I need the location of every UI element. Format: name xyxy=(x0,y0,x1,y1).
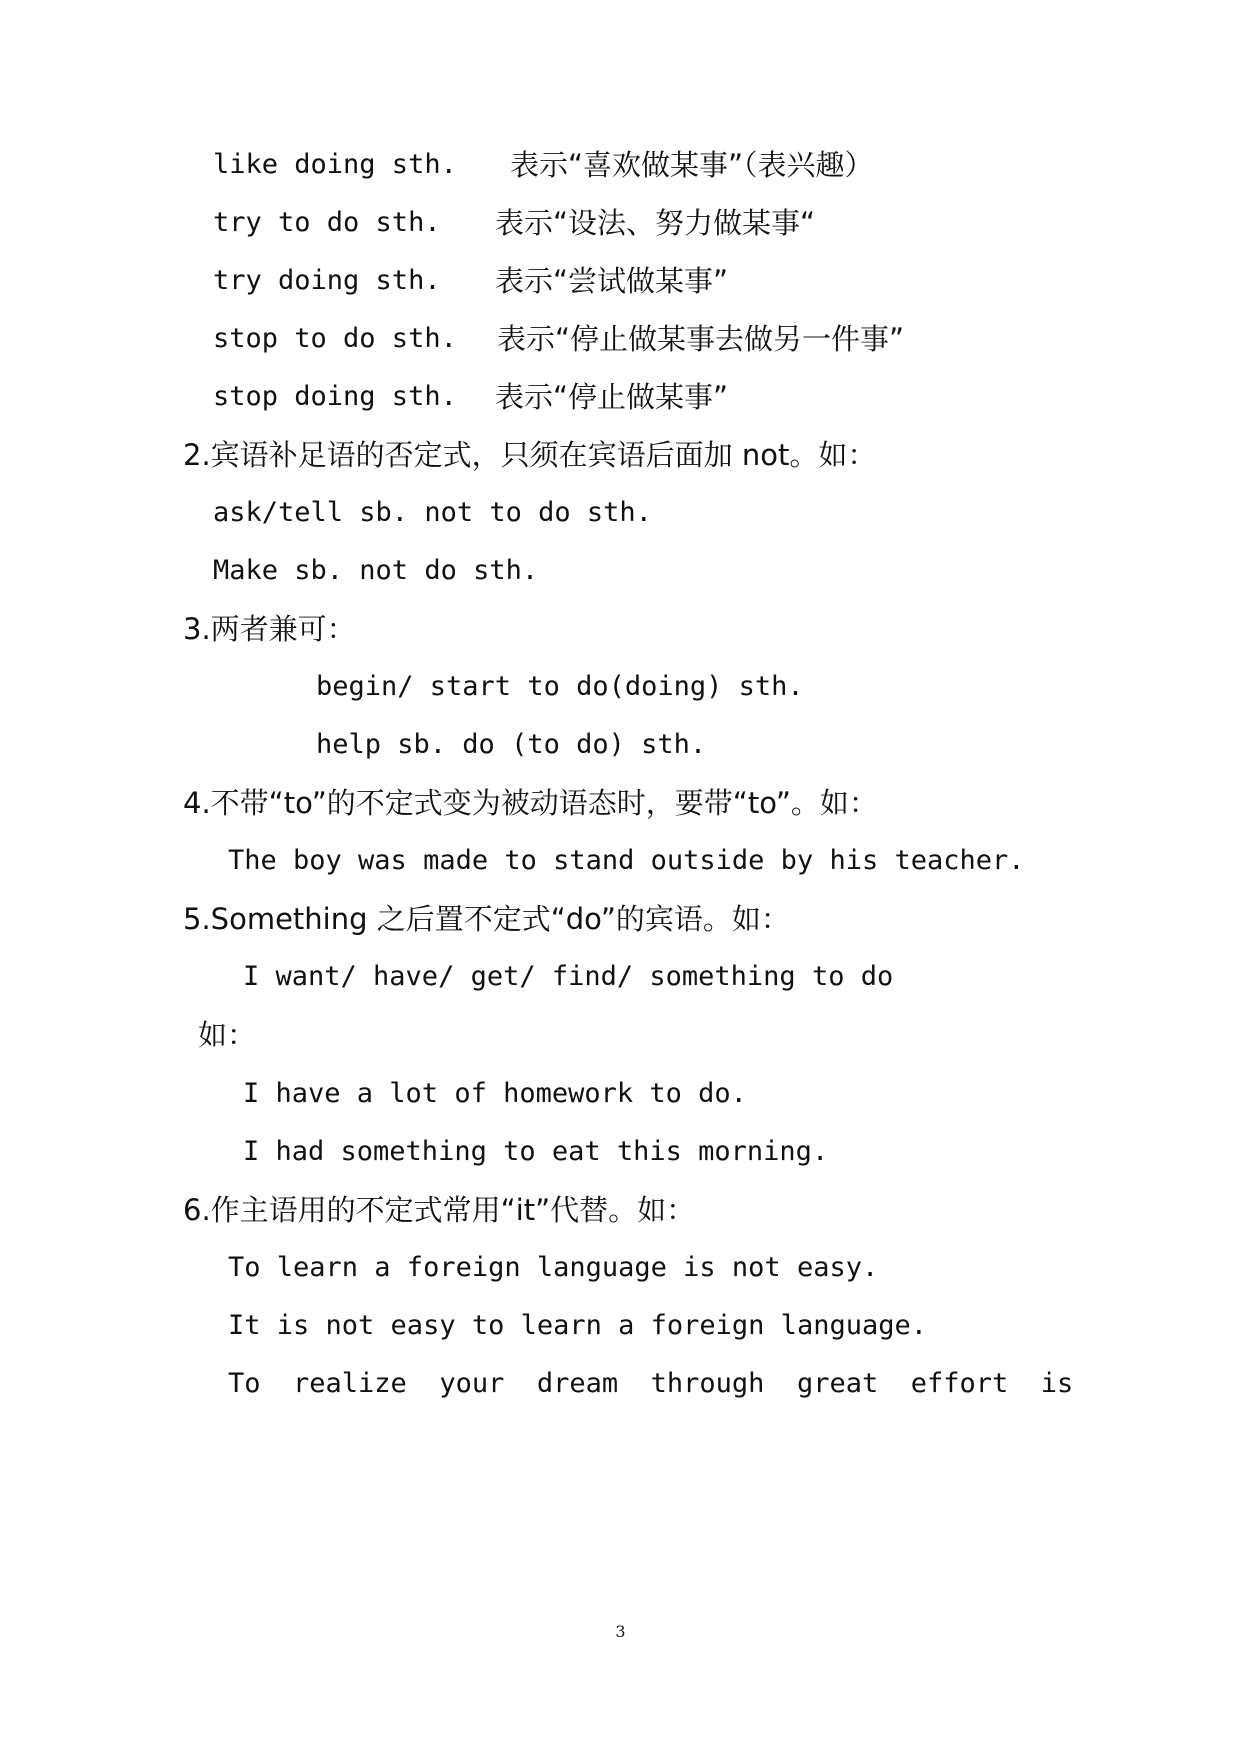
section-4-example-1: The boy was made to stand outside by his teacher. xyxy=(228,845,1025,876)
section-3-example-1: begin/ start to do(doing) sth. xyxy=(316,671,804,702)
phrase-cn-4: 表示“停止做某事去做另一件事” xyxy=(497,322,905,356)
section-2-example-2: Make sb. not do sth. xyxy=(213,555,539,586)
section-2-example-1: ask/tell sb. not to do sth. xyxy=(213,497,652,528)
page-number: 3 xyxy=(615,1622,626,1641)
section-4-heading: 4.不带“to”的不定式变为被动语态时，要带“to”。如： xyxy=(183,786,878,820)
section-5-heading: 5.Something 之后置不定式“do”的宾语。如： xyxy=(183,902,790,936)
phrase-cn-2: 表示“设法、努力做某事“ xyxy=(495,206,816,240)
section-6-example-1: To learn a foreign language is not easy. xyxy=(228,1252,879,1283)
phrase-en-3: try doing sth. xyxy=(213,265,441,296)
section-5-ru: 如： xyxy=(198,1018,257,1052)
phrase-en-2: try to do sth. xyxy=(213,207,441,238)
section-6-heading: 6.作主语用的不定式常用“it”代替。如： xyxy=(183,1193,696,1227)
section-5-example-1: I have a lot of homework to do. xyxy=(243,1078,747,1109)
section-2-heading: 2.宾语补足语的否定式，只须在宾语后面加 not。如： xyxy=(183,438,877,472)
phrase-en-1: like doing sth. xyxy=(213,149,457,180)
section-5-pattern: I want/ have/ get/ find/ something to do xyxy=(243,961,894,992)
phrase-en-4: stop to do sth. xyxy=(213,323,457,354)
phrase-en-5: stop doing sth. xyxy=(213,381,457,412)
phrase-cn-3: 表示“尝试做某事” xyxy=(495,264,729,298)
section-6-example-3: To realize your dream through great effort is xyxy=(228,1368,1074,1399)
section-5-example-2: I had something to eat this morning. xyxy=(243,1136,829,1167)
section-3-example-2: help sb. do (to do) sth. xyxy=(316,729,707,760)
phrase-cn-5: 表示“停止做某事” xyxy=(495,380,729,414)
section-6-example-2: It is not easy to learn a foreign language. xyxy=(228,1310,927,1341)
section-3-heading: 3.两者兼可： xyxy=(183,612,356,646)
phrase-cn-1: 表示“喜欢做某事”（表兴趣） xyxy=(510,148,874,182)
